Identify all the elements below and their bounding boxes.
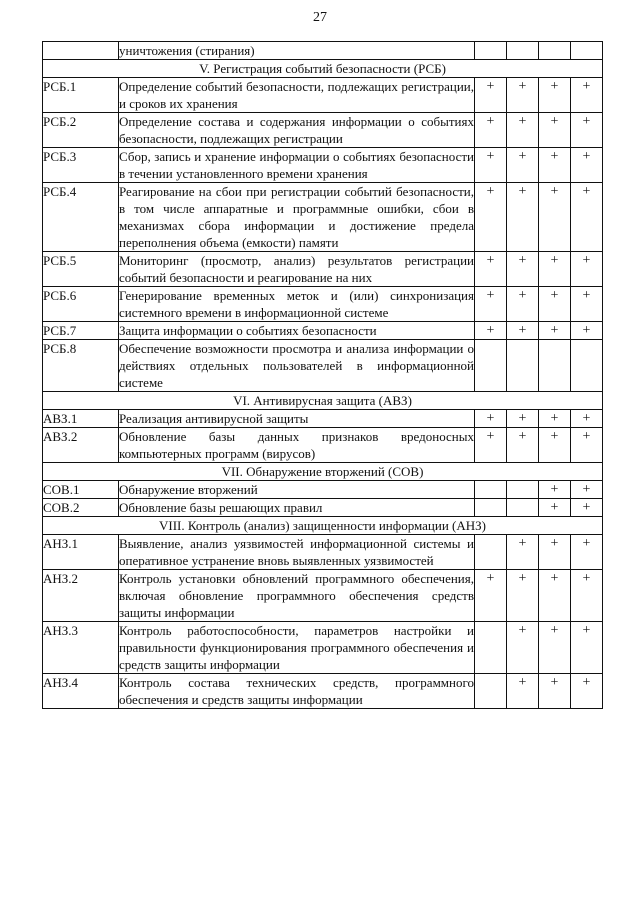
protection-class-2-mark: + (507, 535, 539, 570)
protection-class-2-mark (507, 499, 539, 517)
protection-class-2-mark: + (507, 674, 539, 709)
measure-code: АНЗ.3 (43, 622, 119, 674)
protection-class-4-mark: + (571, 535, 603, 570)
section-title: V. Регистрация событий безопасности (РСБ) (43, 60, 603, 78)
measure-description: Контроль установки обновлений программного обеспечения, включая обновление программного обеспечения средств защиты информации (119, 571, 474, 620)
section-header-row (43, 392, 603, 410)
protection-class-4-mark: + (571, 252, 603, 287)
measure-description: Обновление базы решающих правил (119, 499, 475, 517)
protection-class-3-mark: + (539, 287, 571, 322)
protection-class-4-mark: + (571, 570, 603, 622)
table-row (43, 622, 603, 674)
protection-class-2-mark (507, 340, 539, 392)
protection-class-3-mark: + (539, 570, 571, 622)
table-row (43, 42, 603, 60)
measure-description: Обнаружение вторжений (119, 481, 475, 499)
protection-class-1-mark (475, 42, 507, 60)
measure-code: СОВ.2 (43, 499, 119, 517)
measure-code: АНЗ.4 (43, 674, 119, 709)
protection-class-3-mark: + (539, 252, 571, 287)
protection-class-1-mark: + (475, 148, 507, 183)
protection-class-2-mark: + (507, 183, 539, 252)
measure-code: РСБ.8 (43, 340, 119, 392)
protection-class-3-mark: + (539, 535, 571, 570)
protection-class-4-mark (571, 340, 603, 392)
measure-code: РСБ.2 (43, 113, 119, 148)
protection-class-1-mark: + (475, 183, 507, 252)
protection-class-1-mark (475, 622, 507, 674)
measure-description: Обновление базы данных признаков вредоносных компьютерных программ (вирусов) (119, 429, 474, 461)
protection-class-3-mark: + (539, 499, 571, 517)
table-row (43, 410, 603, 428)
measure-description: Контроль состава технических средств, программного обеспечения и средств защиты информации (119, 675, 474, 707)
measure-description: Определение событий безопасности, подлежащих регистрации, и сроков их хранения (119, 79, 474, 111)
measure-code (43, 42, 119, 60)
protection-class-1-mark: + (475, 322, 507, 340)
measure-code: АВЗ.1 (43, 410, 119, 428)
measure-code: АВЗ.2 (43, 428, 119, 463)
measure-code: АНЗ.1 (43, 535, 119, 570)
protection-class-1-mark (475, 535, 507, 570)
protection-class-4-mark: + (571, 481, 603, 499)
protection-class-1-mark (475, 499, 507, 517)
section-header-row (43, 517, 603, 535)
table-row (43, 499, 603, 517)
protection-class-3-mark: + (539, 481, 571, 499)
protection-class-4-mark: + (571, 499, 603, 517)
protection-class-4-mark: + (571, 322, 603, 340)
protection-class-3-mark: + (539, 78, 571, 113)
measure-code: РСБ.6 (43, 287, 119, 322)
table-row (43, 183, 603, 252)
section-title: VIII. Контроль (анализ) защищенности информации (АНЗ) (43, 517, 603, 535)
protection-class-1-mark (475, 481, 507, 499)
table-row (43, 287, 603, 322)
measure-code: РСБ.5 (43, 252, 119, 287)
protection-class-2-mark (507, 42, 539, 60)
protection-class-4-mark: + (571, 622, 603, 674)
protection-class-2-mark: + (507, 148, 539, 183)
protection-class-3-mark (539, 340, 571, 392)
protection-class-1-mark: + (475, 252, 507, 287)
protection-class-4-mark: + (571, 428, 603, 463)
measure-description: Контроль работоспособности, параметров настройки и правильности функционирования программного обеспечения и средств защиты информации (119, 623, 474, 672)
protection-class-2-mark: + (507, 428, 539, 463)
protection-class-4-mark: + (571, 674, 603, 709)
protection-class-1-mark: + (475, 570, 507, 622)
protection-class-3-mark: + (539, 622, 571, 674)
measure-code: АНЗ.2 (43, 570, 119, 622)
section-title: VI. Антивирусная защита (АВЗ) (43, 392, 603, 410)
table-row (43, 113, 603, 148)
protection-class-3-mark (539, 42, 571, 60)
protection-class-2-mark: + (507, 78, 539, 113)
section-header-row (43, 463, 603, 481)
protection-class-4-mark: + (571, 183, 603, 252)
measure-code: СОВ.1 (43, 481, 119, 499)
protection-class-3-mark: + (539, 322, 571, 340)
protection-class-1-mark: + (475, 113, 507, 148)
table-row (43, 78, 603, 113)
measure-description: Обеспечение возможности просмотра и анализа информации о действиях отдельных пользователей в информационной системе (119, 341, 474, 390)
protection-class-1-mark: + (475, 428, 507, 463)
protection-class-3-mark: + (539, 674, 571, 709)
section-header-row (43, 60, 603, 78)
measure-code: РСБ.7 (43, 322, 119, 340)
table-row (43, 481, 603, 499)
protection-class-3-mark: + (539, 148, 571, 183)
measure-description: Определение состава и содержания информации о событиях безопасности, подлежащих регистрации (119, 114, 474, 146)
measure-description: Реагирование на сбои при регистрации событий безопасности, в том числе аппаратные и программные ошибки, сбои в механизмах сбора информации и достижение предела переполнения объема (емкости) памяти (119, 184, 474, 250)
protection-class-1-mark: + (475, 287, 507, 322)
table-row (43, 148, 603, 183)
table-row (43, 570, 603, 622)
measure-description: Выявление, анализ уязвимостей информационной системы и оперативное устранение вновь выявленных уязвимостей (119, 536, 474, 568)
measure-code: РСБ.1 (43, 78, 119, 113)
table-row (43, 322, 603, 340)
protection-class-4-mark: + (571, 78, 603, 113)
protection-class-2-mark: + (507, 570, 539, 622)
measure-description: Защита информации о событиях безопасности (119, 322, 475, 340)
section-title: VII. Обнаружение вторжений (СОВ) (43, 463, 603, 481)
table-row (43, 428, 603, 463)
protection-class-1-mark (475, 674, 507, 709)
measure-description: Генерирование временных меток и (или) синхронизация системного времени в информационной системе (119, 288, 474, 320)
table-row (43, 535, 603, 570)
protection-class-2-mark: + (507, 252, 539, 287)
measure-description: Сбор, запись и хранение информации о событиях безопасности в течении установленного времени хранения (119, 149, 474, 181)
protection-class-2-mark: + (507, 622, 539, 674)
table-row (43, 674, 603, 709)
protection-class-3-mark: + (539, 428, 571, 463)
protection-class-4-mark: + (571, 410, 603, 428)
protection-class-1-mark: + (475, 410, 507, 428)
measure-description: Мониторинг (просмотр, анализ) результатов регистрации событий безопасности и реагирование на них (119, 253, 474, 285)
protection-class-2-mark: + (507, 322, 539, 340)
table-row (43, 340, 603, 392)
table-row (43, 252, 603, 287)
protection-class-4-mark: + (571, 287, 603, 322)
protection-class-4-mark: + (571, 148, 603, 183)
protection-class-3-mark: + (539, 183, 571, 252)
protection-class-4-mark (571, 42, 603, 60)
measure-code: РСБ.4 (43, 183, 119, 252)
protection-class-2-mark: + (507, 113, 539, 148)
protection-class-2-mark: + (507, 410, 539, 428)
measure-code: РСБ.3 (43, 148, 119, 183)
table-body (43, 42, 603, 709)
security-measures-table (42, 41, 603, 709)
protection-class-2-mark: + (507, 287, 539, 322)
protection-class-1-mark (475, 340, 507, 392)
protection-class-3-mark: + (539, 410, 571, 428)
protection-class-1-mark: + (475, 78, 507, 113)
protection-class-3-mark: + (539, 113, 571, 148)
page-number: 27 (313, 10, 327, 25)
protection-class-4-mark: + (571, 113, 603, 148)
measure-description: Реализация антивирусной защиты (119, 410, 475, 428)
measure-description: уничтожения (стирания) (119, 42, 475, 60)
protection-class-2-mark (507, 481, 539, 499)
